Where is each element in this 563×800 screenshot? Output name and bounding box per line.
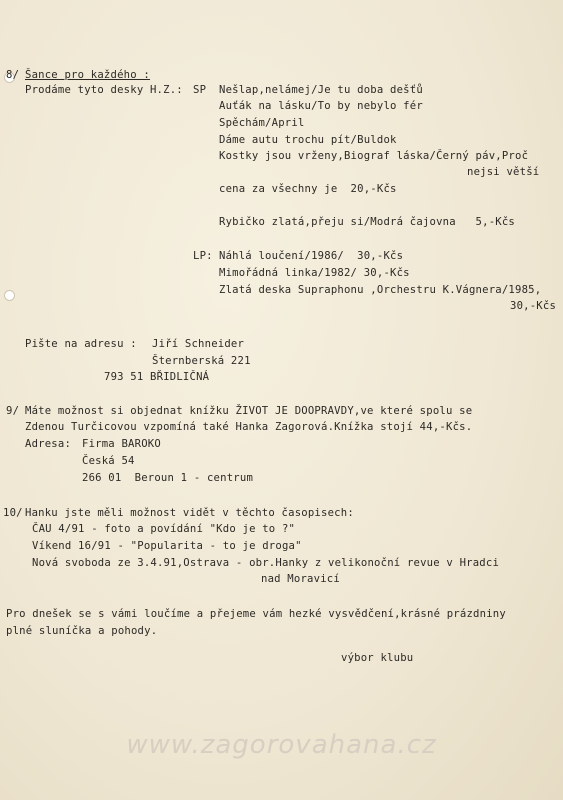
section-9-address-line: Firma BAROKO [82,438,161,450]
section-8-title: Šance pro každého : [25,69,150,81]
sp-item: Dáme autu trochu pít/Buldok [219,134,397,146]
section-10-number: 10/ [3,507,23,519]
sp-item: Nešlap,nelámej/Je tu doba dešťů [219,84,423,96]
section-10-intro: Hanku jste měli možnost vidět v těchto časopisech: [25,507,354,519]
punch-hole [4,290,15,301]
sp-item-continuation: nejsi větší [467,166,540,178]
closing-line: plné sluníčka a pohody. [6,625,158,637]
lp-label: LP: [193,250,213,262]
lp-item: Náhlá loučení/1986/ 30,-Kčs [219,250,404,262]
magazine-item-continuation: nad Moravicí [261,573,340,585]
section-9-address-line: 266 01 Beroun 1 - centrum [82,472,254,484]
lp-last-price: 30,-Kčs [510,300,557,312]
sp-label: SP [193,84,207,96]
magazine-item: ČAU 4/91 - foto a povídání "Kdo je to ?" [32,523,296,535]
sp-item: Auťák na lásku/To by nebylo fér [219,100,423,112]
lp-item: Mimořádná linka/1982/ 30,-Kčs [219,267,410,279]
closing-line: Pro dnešek se s vámi loučíme a přejeme vám hezké vysvědčení,krásné prázdniny [6,608,506,620]
section-9-line: Zdenou Turčicovou vzpomíná také Hanka Zagorová.Knížka stojí 44,-Kčs. [25,421,473,433]
sp-extra: Rybičko zlatá,přeju si/Modrá čajovna 5,-Kčs [219,216,516,228]
address-line: Šternberská 221 [152,355,251,367]
magazine-item: Nová svoboda ze 3.4.91,Ostrava - obr.Hanky z velikonoční revue v Hradci [32,557,500,569]
section-8-number: 8/ [6,69,20,81]
section-9-address-line: Česká 54 [82,455,135,467]
section-9-line: Máte možnost si objednat knížku ŽIVOT JE DOOPRAVDY,ve které spolu se [25,405,473,417]
section-9-address-label: Adresa: [25,438,72,450]
lp-item: Zlatá deska Supraphonu ,Orchestru K.Vágnera/1985, [219,284,542,296]
address-line: 793 51 BŘIDLIČNÁ [104,371,210,383]
signature: výbor klubu [341,652,414,664]
magazine-item: Víkend 16/91 - "Popularita - to je droga" [32,540,302,552]
address-line: Jiří Schneider [152,338,245,350]
section-9-number: 9/ [6,405,20,417]
section-8-intro: Prodáme tyto desky H.Z.: [25,84,183,96]
sp-item: Kostky jsou vrženy,Biograf láska/Černý páv,Proč [219,150,529,162]
sp-item: Spěchám/April [219,117,305,129]
address-label: Pište na adresu : [25,338,137,350]
sp-price: cena za všechny je 20,-Kčs [219,183,397,195]
watermark: www.zagorovahana.cz [126,730,437,760]
